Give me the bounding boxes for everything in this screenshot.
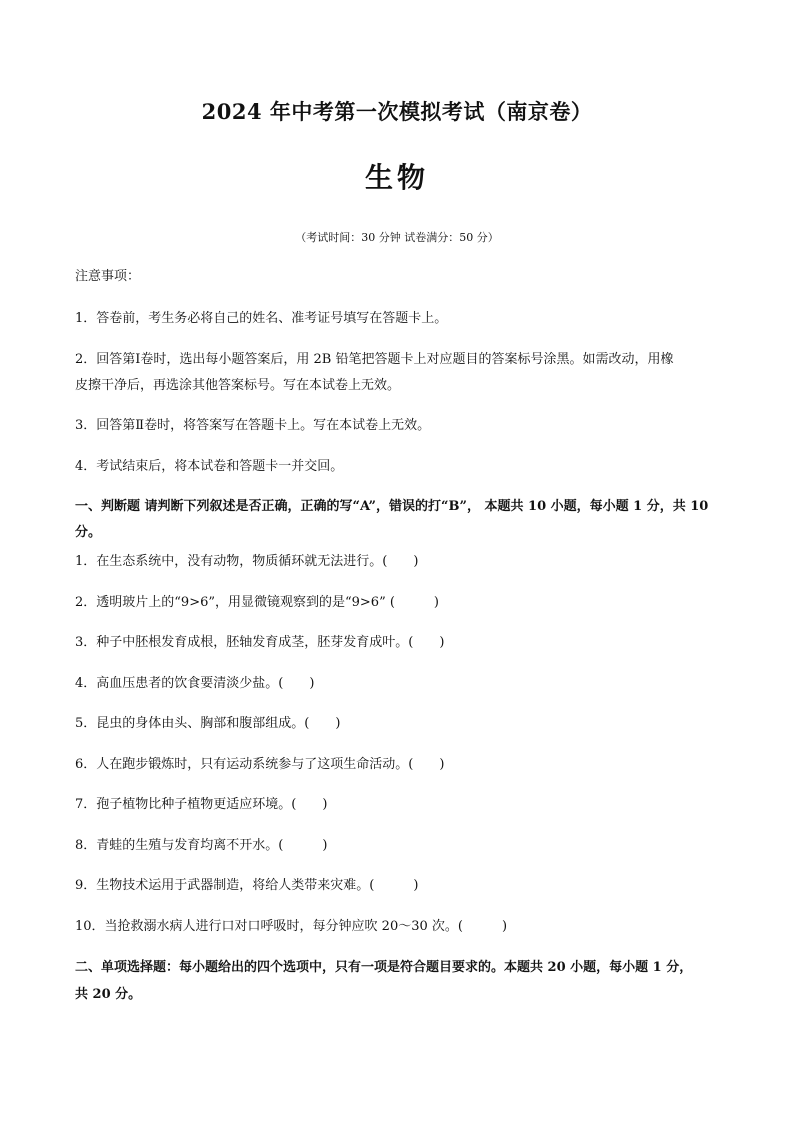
exam-title: 2024 年中考第一次模拟考试（南京卷） — [201, 99, 593, 124]
note-item-2: 2．回答第Ⅰ卷时，选出每小题答案后，用 2B 铅笔把答题卡上对应题目的答案标号涂黑。如需改动，用橡 — [75, 352, 674, 367]
section2-heading-continued: 共 20 分。 — [75, 987, 142, 1002]
section2-heading: 二、单项选择题：每小题给出的四个选项中，只有一项是符合题目要求的。本题共 20 小题，每小题 1 分， — [75, 960, 693, 975]
judgement-question-7: 7．孢子植物比种子植物更适应环境。( ) — [75, 797, 328, 812]
section1-heading-continued: 分。 — [75, 525, 102, 540]
judgement-question-6: 6．人在跑步锻炼时，只有运动系统参与了这项生命活动。( ) — [75, 757, 445, 772]
subject-title: 生物 — [364, 161, 429, 194]
section1-heading: 一、判断题 请判断下列叙述是否正确，正确的写“A”，错误的打“B”， 本题共 10 小题，每小题 1 分，共 10 — [75, 499, 709, 514]
judgement-question-3: 3．种子中胚根发育成根，胚轴发育成茎，胚芽发育成叶。( ) — [75, 635, 445, 650]
note-item-2-continued: 皮擦干净后，再选涂其他答案标号。写在本试卷上无效。 — [75, 378, 401, 393]
judgement-question-8: 8．青蛙的生殖与发育均离不开水。( ) — [75, 838, 328, 853]
judgement-question-10: 10．当抢救溺水病人进行口对口呼吸时，每分钟应吹 20～30 次。( ) — [75, 919, 508, 934]
exam-time-score-info: （考试时间：30 分钟 试卷满分：50 分） — [295, 231, 499, 244]
notes-heading: 注意事项： — [75, 269, 141, 284]
note-item-3: 3．回答第Ⅱ卷时，将答案写在答题卡上。写在本试卷上无效。 — [75, 418, 431, 433]
judgement-question-9: 9．生物技术运用于武器制造，将给人类带来灾难。( ) — [75, 878, 419, 893]
judgement-question-1: 1．在生态系统中，没有动物，物质循环就无法进行。( ) — [75, 554, 419, 569]
judgement-question-2: 2．透明玻片上的“9>6”，用显微镜观察到的是“9>6” ( ) — [75, 595, 440, 610]
judgement-question-4: 4．高血压患者的饮食要清淡少盐。( ) — [75, 676, 315, 691]
judgement-question-5: 5．昆虫的身体由头、胸部和腹部组成。( ) — [75, 716, 341, 731]
note-item-1: 1．答卷前，考生务必将自己的姓名、准考证号填写在答题卡上。 — [75, 311, 448, 326]
note-item-4: 4．考试结束后，将本试卷和答题卡一并交回。 — [75, 459, 344, 474]
